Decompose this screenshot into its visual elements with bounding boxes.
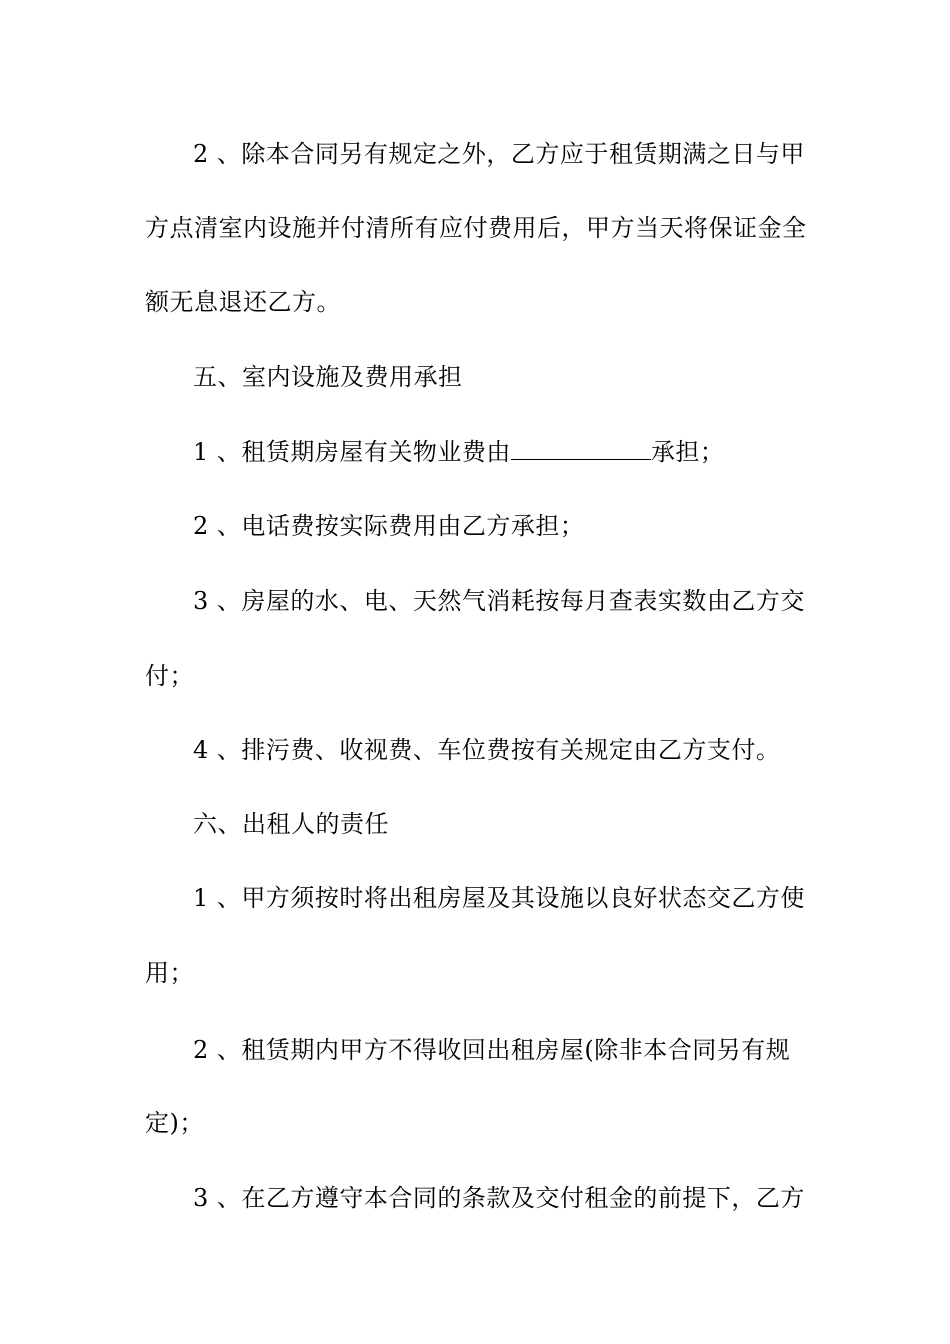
paragraph-line: 3 、房屋的水、电、天然气消耗按每月查表实数由乙方交 (193, 587, 805, 615)
fill-in-blank[interactable] (511, 437, 651, 460)
paragraph-line (193, 436, 810, 468)
paragraph-line: 2 、电话费按实际费用由乙方承担； (193, 512, 585, 540)
paragraph-line: 3 、在乙方遵守本合同的条款及交付租金的前提下，乙方 (193, 1184, 805, 1212)
section-heading: 六、出租人的责任 (193, 810, 389, 838)
paragraph-line: 2 、除本合同另有规定之外，乙方应于租赁期满之日与甲 (193, 140, 805, 168)
paragraph-line: 付； (145, 662, 194, 690)
section-heading: 五、室内设施及费用承担 (193, 363, 463, 391)
paragraph-line: 1 、甲方须按时将出租房屋及其设施以良好状态交乙方使 (193, 884, 805, 912)
paragraph-line: 4 、排污费、收视费、车位费按有关规定由乙方支付。 (193, 736, 781, 764)
paragraph-line: 方点清室内设施并付清所有应付费用后，甲方当天将保证金全 (145, 214, 807, 242)
paragraph-line: 额无息退还乙方。 (145, 288, 341, 316)
clause-text: 承担； (650, 438, 725, 466)
paragraph-line: 2 、租赁期内甲方不得收回出租房屋(除非本合同另有规 (193, 1036, 791, 1064)
paragraph-line: 定)； (145, 1109, 204, 1137)
clause-text: 1 、租赁期房屋有关物业费由 (193, 438, 511, 466)
paragraph-line: 用； (145, 959, 194, 987)
